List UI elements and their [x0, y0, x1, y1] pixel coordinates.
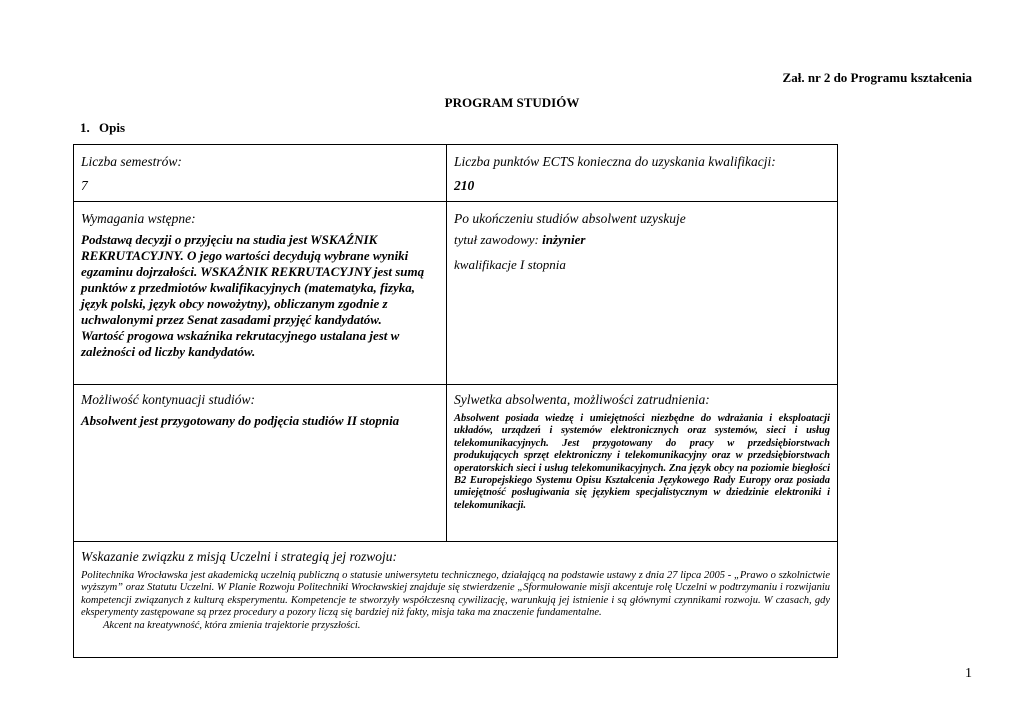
table-row: [74, 145, 838, 202]
requirements-threshold-text: Wartość progowa wskaźnika rekrutacyjnego ustalana jest w zależności od liczby kandydatów.: [81, 328, 400, 359]
ects-label: Liczba punktów ECTS konieczna do uzyskania kwalifikacji:: [454, 154, 776, 169]
continuation-value: Absolwent jest przygotowany do podjęcia studiów II stopnia: [81, 413, 400, 428]
graduate-profile-text: Absolwent posiada wiedzę i umiejętności niezbędne do wdrażania i eksploatacji układów, urządzeń i systemów elektronicznych oraz systemów, sieci i usług telekomunikacyjnych. Jest przygotowany do pracy w przedsiębiorstwach produkujących sprzęt elektroniczny i telekomunikacyjny oraz w przedsiębiorstwach operatorskich sieci i usług telekomunikacyjnych. Zna język obcy na poziomie biegłości B2 Europejskiego Systemu Opisu Kształcenia Językowego Rady Europy oraz posiada umiejętność posługiwania się językiem specjalistycznym w dziedzinie elektroniki i telekomunikacji.: [454, 413, 830, 511]
section-title: Opis: [99, 120, 126, 135]
graduate-profile-label: Sylwetka absolwenta, możliwości zatrudnienia:: [454, 392, 710, 407]
requirements-label: Wymagania wstępne:: [81, 211, 196, 226]
continuation-label: Możliwość kontynuacji studiów:: [81, 392, 255, 407]
ects-value: 210: [454, 178, 475, 193]
mission-text-line: [81, 620, 830, 632]
mission-label: Wskazanie związku z misją Uczelni i strategią jej rozwoju:: [81, 549, 397, 564]
document-title: PROGRAM STUDIÓW: [444, 95, 580, 110]
table-row: [74, 542, 838, 658]
semesters-value: 7: [81, 178, 88, 193]
semesters-label: Liczba semestrów:: [81, 154, 182, 169]
graduate-cell: [447, 202, 838, 385]
graduate-label: Po ukończeniu studiów absolwent uzyskuje: [454, 211, 686, 226]
qualification-level: kwalifikacje I stopnia: [454, 257, 566, 272]
continuation-cell: [74, 385, 447, 542]
section-heading: [80, 120, 125, 136]
semesters-cell: [74, 145, 447, 202]
table-row: [74, 385, 838, 542]
graduate-profile-cell: [447, 385, 838, 542]
ects-cell: [447, 145, 838, 202]
attachment-note: Zał. nr 2 do Programu kształcenia: [782, 70, 972, 85]
table-row: [74, 202, 838, 385]
requirements-cell: [74, 202, 447, 385]
requirements-text: Podstawą decyzji o przyjęciu na studia jest WSKAŹNIK REKRUTACYJNY. O jego wartości decydują wybrane wyniki egzaminu dojrzałości. WSKAŹNIK REKRUTACYJNY jest sumą punktów z przedmiotów kwalifikacyjnych (matematyka, fizyka, język polski, język obcy nowożytny), obliczanym zgodnie z uchwalonymi przez Senat zasadami przyjęć kandydatów.: [81, 232, 425, 327]
professional-title-value: inżynier: [542, 232, 586, 247]
page-number: 1: [965, 666, 972, 681]
program-description-table: [73, 144, 838, 658]
mission-text: Politechnika Wrocławska jest akademicką uczelnią publiczną o statusie uniwersytetu technicznego, działającą na podstawie ustawy z dnia 27 lipca 2005 - „Prawo o szkolnictwie wyższym” oraz Statutu Uczelni. W Planie Rozwoju Politechniki Wrocławskiej znajduje się stwierdzenie „Sformułowanie misji akcentuje rolę Uczelni w podtrzymaniu i rozwijaniu kompetencji związanych z kulturą eksperymentu. Kompetencje te stworzyły współczesną cywilizację, warunkują jej istnienie i są głównymi czynnikami rozwoju. W czasach, gdy eksperymenty zastępowane są przez procedury a pozory liczą się bardziej niż fakty, misja taka ma znaczenie fundamentalne.: [81, 570, 830, 619]
mission-cell: [74, 542, 838, 658]
professional-title-prefix: tytuł zawodowy:: [454, 232, 539, 247]
professional-title: [454, 232, 830, 248]
section-number: 1.: [80, 120, 90, 135]
mission-creativity-text: Akcent na kreatywność, która zmienia trajektorie przyszłości.: [103, 619, 361, 631]
